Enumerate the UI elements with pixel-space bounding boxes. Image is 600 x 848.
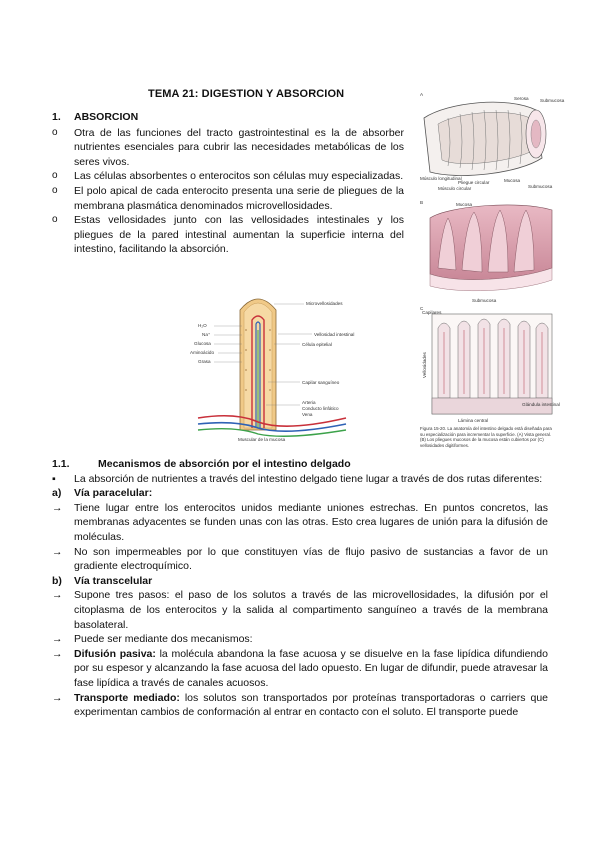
- route-a-item: [52, 545, 548, 574]
- label-epithelial-cell: Célula epitelial: [302, 342, 332, 347]
- section-absorcion: [52, 110, 404, 257]
- arrow-marker: →: [52, 545, 63, 558]
- panel-label-b: B: [420, 200, 424, 205]
- label-b-submucosa: Submucosa: [472, 298, 497, 303]
- bullet-item: [52, 126, 404, 170]
- route-a-title: Vía paracelular:: [74, 487, 153, 500]
- bullet-item: [52, 184, 404, 213]
- arrow-marker: →: [52, 691, 63, 704]
- route-b-heading: [52, 574, 548, 589]
- label-muscularis: Muscular de la mucosa: [238, 437, 286, 442]
- label-c-capillaries: Capilares: [422, 310, 442, 315]
- route-a-text: Tiene lugar entre los enterocitos unidos mediante uniones estrechas. En puntos concretos, las membranas adyacentes se funden unas con las otras. Esto crea lugares de unión para la difusión de moléculas.: [74, 501, 548, 543]
- bullet-marker: o: [52, 170, 58, 182]
- route-a-marker: a): [52, 487, 62, 500]
- bullet-text: Estas vellosidades junto con las vellosidades intestinales y los pliegues de la pared intestinal aumentan la superficie interna del intestino, facilitando la absorción.: [74, 214, 404, 256]
- villus-drawing: [198, 299, 346, 436]
- label-fat: Grasa: [198, 359, 211, 364]
- label-lymph-duct: Conducto linfático: [302, 406, 339, 411]
- route-b-text: Supone tres pasos: el paso de los solutos a través de las microvellosidades, la difusión por el citoplasma de los enterocitos y la salida al compartimento sanguíneo a través de la membrana basolateral.: [74, 589, 548, 631]
- label-h2o: H₂O: [198, 323, 207, 328]
- figure-caption: Figura 15-20. La anatomía del intestino delgado está diseñada para su especialización para incrementar la superficie. (A) Vista general. (B) Los pliegues mucosos de la mucosa están cubiertos por (C) vellosidades digitiformes.: [420, 426, 552, 448]
- label-aminoacid: Aminoácido: [190, 350, 215, 355]
- route-a-heading: [52, 486, 548, 501]
- subsection-number: 1.1.: [52, 458, 70, 470]
- route-b-marker: b): [52, 574, 62, 587]
- route-b-title: Vía transcelular: [74, 574, 153, 587]
- route-b-item: [52, 632, 548, 647]
- panel-label-a: A: [420, 92, 424, 97]
- label-c-central: Lámina central: [458, 418, 489, 423]
- label-na: Na⁺: [202, 332, 211, 337]
- panel-c-drawing: [432, 314, 552, 414]
- label-a-muscle-circ: Músculo circular: [438, 186, 472, 191]
- route-a-text: No son impermeables por lo que constituyen vías de flujo pasivo de sustancias a favor de un gradiente electroquímico.: [74, 545, 548, 573]
- villus-figure: [190, 290, 356, 442]
- mediated-transport-text: [74, 691, 548, 720]
- label-capillary: Capilar sanguíneo: [302, 380, 340, 385]
- arrow-marker: →: [52, 633, 63, 646]
- section-number: 1.: [52, 111, 61, 123]
- label-a-submucosa-top: Submucosa: [540, 98, 565, 103]
- intestine-anatomy-figure: [418, 88, 565, 473]
- label-artery: Arteria: [302, 400, 316, 405]
- arrow-marker: →: [52, 589, 63, 602]
- page-title: TEMA 21: DIGESTION Y ABSORCION: [148, 88, 345, 100]
- arrow-marker: →: [52, 647, 63, 660]
- passive-diffusion-body: la molécula abandona la fase acuosa y se disuelve en la fase lipídica difundiendo por su espesor y alcanzando la fase acuosa del lado opuesto. En lugar de difundir, puede atravesar la fase lipídica a través de canales acuosos.: [74, 647, 548, 689]
- intro-text: La absorción de nutrientes a través del intestino delgado tiene lugar a través de dos rutas diferentes:: [74, 472, 543, 485]
- bullet-marker: o: [52, 126, 58, 138]
- panel-a-drawing: [424, 102, 546, 175]
- passive-diffusion-text: [74, 647, 548, 691]
- panel-b-drawing: [430, 205, 552, 291]
- bullet-text: El polo apical de cada enterocito presenta una serie de pliegues de la membrana plasmática denominados microvellosidades.: [74, 184, 404, 212]
- label-microvilli: Microvellosidades: [306, 301, 343, 306]
- passive-diffusion-label: Difusión pasiva:: [74, 647, 156, 660]
- section-title: ABSORCION: [74, 111, 139, 123]
- label-a-mucosa: Mucosa: [504, 178, 521, 183]
- label-a-serosa: Serosa: [514, 96, 529, 101]
- label-glucose: Glucosa: [194, 341, 211, 346]
- bullet-item: [52, 213, 404, 257]
- route-a-item: [52, 501, 548, 545]
- route-b-item: [52, 588, 548, 632]
- panel-label-c: C: [420, 306, 424, 311]
- subsection-title: Mecanismos de absorción por el intestino delgado: [98, 458, 351, 470]
- label-vein: Vena: [302, 412, 313, 417]
- label-a-fold: Pliegue circular: [458, 180, 490, 185]
- bullet-marker: ▪: [52, 472, 56, 485]
- mediated-transport-item: [52, 691, 548, 720]
- label-a-muscle-long: Músculo longitudinal: [420, 176, 462, 181]
- passive-diffusion-item: [52, 647, 548, 691]
- subsection-heading: [52, 457, 548, 472]
- section-mecanismos: [52, 457, 548, 720]
- section-heading: [52, 110, 404, 125]
- label-c-gland: Glándula intestinal: [522, 402, 560, 407]
- intro-item: [52, 472, 548, 487]
- label-c-villi: Vellosidades: [422, 352, 427, 378]
- route-b-text: Puede ser mediante dos mecanismos:: [74, 633, 253, 646]
- mediated-transport-label: Transporte mediado:: [74, 691, 180, 704]
- mediated-transport-body: los solutos son transportados por proteínas transportadoras o carriers que experimentan cambios de conformación al entrar en contacto con el soluto. El transporte puede: [74, 691, 548, 719]
- label-a-submucosa: Submucosa: [528, 184, 553, 189]
- bullet-item: [52, 169, 404, 184]
- bullet-marker: o: [52, 184, 58, 196]
- bullet-text: Las células absorbentes o enterocitos son células muy especializadas.: [74, 170, 404, 183]
- bullet-text: Otra de las funciones del tracto gastrointestinal es la de absorber nutrientes esenciales para cubrir las necesidades metabólicas de los seres vivos.: [74, 126, 404, 168]
- label-villus: Vellosidad intestinal: [314, 332, 355, 337]
- label-b-mucosa: Mucosa: [456, 202, 473, 207]
- arrow-marker: →: [52, 501, 63, 514]
- bullet-marker: o: [52, 214, 58, 226]
